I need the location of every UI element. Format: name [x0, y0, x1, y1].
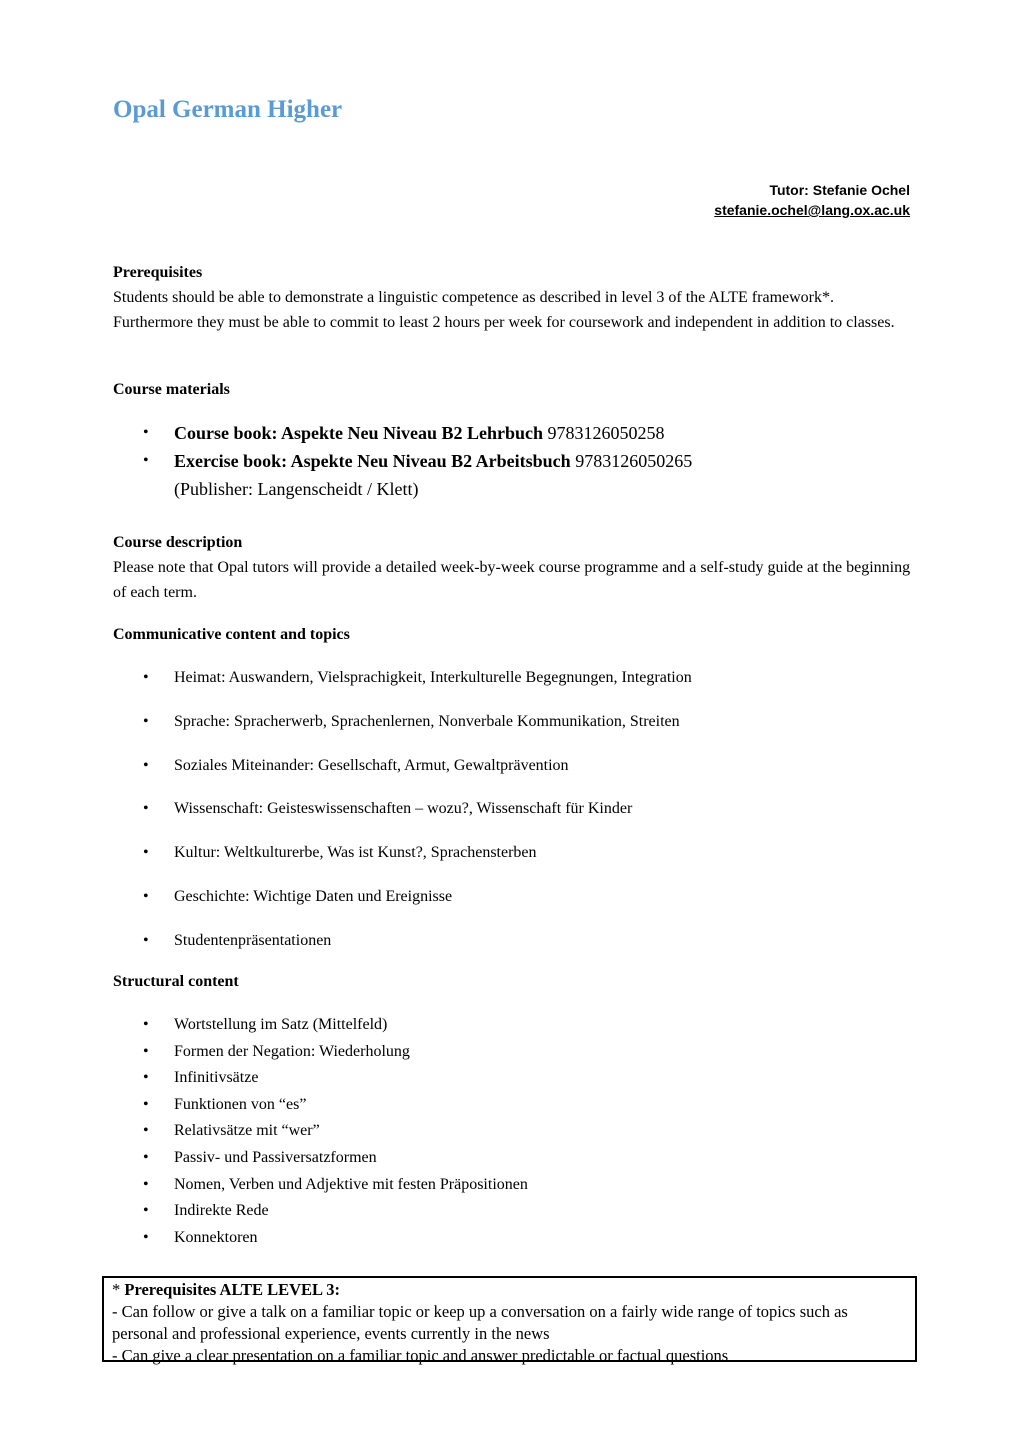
structural-list	[140, 1012, 900, 1251]
structural-text: Konnektoren	[174, 1228, 258, 1246]
alte-box-line-1: - Can follow or give a talk on a familiar topic or keep up a conversation on a fairly wide range of topics such as personal and professional experience, events currently in the news	[112, 1302, 848, 1343]
topic-text: Soziales Miteinander: Gesellschaft, Armut, Gewaltprävention	[174, 756, 569, 774]
publisher-note: (Publisher: Langenscheidt / Klett)	[174, 479, 419, 499]
bullet-icon: •	[143, 669, 149, 686]
description-heading: Course description	[113, 534, 243, 551]
bullet-icon: •	[143, 887, 149, 905]
list-item	[140, 796, 900, 821]
prerequisites-heading: Prerequisites	[113, 264, 203, 281]
materials-heading: Course materials	[113, 381, 230, 398]
topic-text: Sprache: Spracherwerb, Sprachenlernen, Nonverbale Kommunikation, Streiten	[174, 712, 680, 730]
topics-heading-wrap	[113, 622, 913, 647]
structural-text: Formen der Negation: Wiederholung	[174, 1042, 410, 1060]
prerequisites-text: Students should be able to demonstrate a linguistic competence as described in level 3 of the ALTE framework*. Furthermore they must be able to commit to least 2 hours per week for coursework and independent in addition to classes.	[113, 289, 895, 331]
topic-text: Wissenschaft: Geisteswissenschaften – wozu?, Wissenschaft für Kinder	[174, 800, 633, 818]
materials-heading-wrap	[113, 377, 913, 402]
tutor-email-link[interactable]: stefanie.ochel@lang.ox.ac.uk	[714, 202, 910, 218]
list-item	[140, 665, 900, 690]
list-item	[140, 1172, 900, 1199]
topic-text: Geschichte: Wichtige Daten und Ereignisse	[174, 887, 453, 905]
list-item	[140, 1198, 900, 1225]
structural-text: Wortstellung im Satz (Mittelfeld)	[174, 1016, 388, 1033]
structural-heading-wrap	[113, 969, 913, 994]
bullet-icon: •	[143, 424, 149, 441]
bullet-icon: •	[143, 1095, 149, 1113]
prerequisites-section	[113, 260, 913, 335]
list-item	[140, 1039, 900, 1066]
bullet-icon: •	[143, 756, 149, 774]
tutor-name: Tutor: Stefanie Ochel	[769, 182, 910, 198]
bullet-icon: •	[143, 800, 149, 818]
list-item	[140, 1145, 900, 1172]
list-item	[140, 1012, 900, 1039]
asterisk-marker: *	[112, 1280, 125, 1299]
topics-heading: Communicative content and topics	[113, 626, 350, 643]
material-label: Course book: Aspekte Neu Niveau B2 Lehrbuch	[174, 423, 544, 443]
topics-list	[140, 665, 900, 972]
tutor-block	[714, 180, 910, 220]
materials-list	[140, 419, 900, 503]
bullet-icon: •	[143, 1042, 149, 1060]
material-isbn: 9783126050265	[575, 451, 693, 471]
bullet-icon: •	[143, 1122, 149, 1140]
bullet-icon: •	[143, 931, 149, 949]
list-item	[140, 1065, 900, 1092]
material-item-exercise-book	[140, 447, 900, 503]
alte-level-box	[102, 1276, 917, 1365]
structural-text: Funktionen von “es”	[174, 1095, 307, 1113]
alte-box-heading: Prerequisites ALTE LEVEL 3:	[124, 1280, 340, 1299]
alte-box-heading-line	[112, 1279, 907, 1301]
list-item	[140, 884, 900, 909]
structural-text: Indirekte Rede	[174, 1202, 269, 1220]
bullet-icon: •	[143, 1175, 149, 1193]
bullet-icon: •	[143, 1228, 149, 1246]
structural-heading: Structural content	[113, 973, 239, 990]
bullet-icon: •	[143, 1069, 149, 1087]
list-item	[140, 928, 900, 953]
topic-text: Kultur: Weltkulturerbe, Was ist Kunst?, Sprachensterben	[174, 844, 537, 862]
list-item	[140, 753, 900, 778]
bullet-icon: •	[143, 844, 149, 862]
list-item	[140, 1118, 900, 1145]
material-item-course-book	[140, 419, 900, 447]
structural-text: Nomen, Verben und Adjektive mit festen Präpositionen	[174, 1175, 528, 1193]
bullet-icon: •	[143, 1202, 149, 1220]
description-section	[113, 530, 913, 605]
list-item	[140, 840, 900, 865]
bullet-icon: •	[143, 1016, 149, 1033]
structural-text: Passiv- und Passiversatzformen	[174, 1148, 377, 1166]
bullet-icon: •	[143, 452, 149, 469]
structural-text: Relativsätze mit “wer”	[174, 1122, 320, 1140]
material-label: Exercise book: Aspekte Neu Niveau B2 Arbeitsbuch	[174, 451, 571, 471]
structural-text: Infinitivsätze	[174, 1069, 259, 1087]
bullet-icon: •	[143, 712, 149, 730]
list-item	[140, 1225, 900, 1252]
list-item	[140, 1092, 900, 1119]
topic-text: Heimat: Auswandern, Vielsprachigkeit, Interkulturelle Begegnungen, Integration	[174, 669, 692, 686]
alte-box-line-2: - Can give a clear presentation on a familiar topic and answer predictable or factual questions	[112, 1346, 729, 1365]
bullet-icon: •	[143, 1148, 149, 1166]
material-isbn: 9783126050258	[547, 423, 665, 443]
page-title: Opal German Higher	[113, 96, 343, 123]
topic-text: Studentenpräsentationen	[174, 931, 332, 949]
list-item	[140, 709, 900, 734]
description-text: Please note that Opal tutors will provide a detailed week-by-week course programme and a self-study guide at the beginning of each term.	[113, 559, 911, 601]
